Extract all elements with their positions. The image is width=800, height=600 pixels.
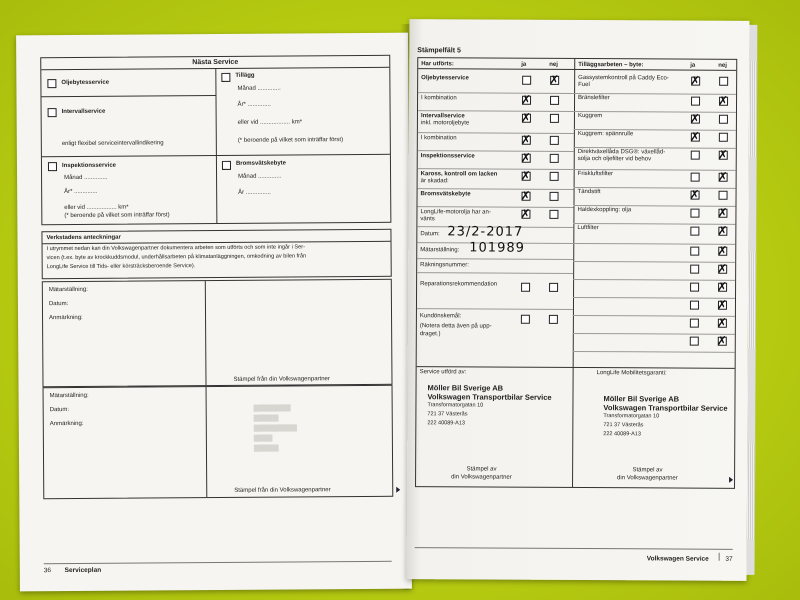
extra-row-4-mark: ✗ [717, 147, 728, 162]
date-label: Datum: [420, 231, 440, 238]
extra-row-0-sub: Fuel [578, 81, 590, 89]
interval-service-checkbox[interactable] [48, 108, 57, 117]
extra-row-7-yes-checkbox[interactable] [690, 209, 699, 218]
extra-row-6-no-checkbox[interactable] [719, 191, 728, 200]
service-row-2-no-checkbox[interactable] [550, 114, 559, 123]
service-row-1-no-checkbox[interactable] [550, 96, 559, 105]
extra-label: Tillägg [235, 72, 255, 79]
right-page-number: 37 [725, 555, 733, 563]
yes-header-right: ja [690, 62, 696, 69]
extra-row-14-yes-checkbox[interactable] [690, 337, 699, 346]
extra-row-5-mark: ✗ [717, 169, 728, 184]
complaint-note-2: draget.) [419, 331, 441, 338]
workshop-intro-3: LongLife Service till Tids- eller körsträcksberoende Service). [46, 263, 196, 271]
service-row-3-no-checkbox[interactable] [550, 136, 559, 145]
oil-service-label: Oljebytesservice [61, 79, 110, 87]
service-row-4-mark: ✗ [520, 150, 531, 165]
yes-header-left: ja [521, 61, 527, 68]
repair-no-checkbox[interactable] [549, 283, 558, 292]
service-row-7-sub: vänts [420, 216, 435, 223]
repair-label: Reparationsrekommendation [420, 281, 498, 288]
entry1-mileage: Mätarställning: [48, 286, 88, 294]
left-section-name: Serviceplan [64, 566, 102, 575]
extra-row-3-no-checkbox[interactable] [719, 133, 728, 142]
extra-year: År* .............. [237, 101, 271, 108]
interval-note: enligt flexibel serviceintervallindikering [61, 140, 164, 148]
service-row-2-sub: inkl. motoroljebyte [420, 120, 470, 127]
right-arrow-icon [729, 477, 733, 483]
brake-label: Bromsvätskebyte [235, 160, 287, 167]
brake-month: Månad .............. [238, 173, 282, 180]
extra-row-10-mark: ✗ [717, 261, 728, 276]
left-page-number: 36 [43, 567, 52, 575]
entry2-stamp: Stämpel från din Volkswagenpartner [234, 487, 331, 494]
mileage-value: 101989 [469, 240, 525, 256]
done-header: Har utförts: [421, 61, 454, 68]
service-row-3-label: I kombination [420, 135, 457, 142]
extra-row-11-yes-checkbox[interactable] [690, 283, 699, 292]
left-page [16, 33, 412, 592]
service-row-0-mark: ✗ [549, 72, 560, 87]
next-service-table [40, 55, 391, 225]
next-service-title: Nästa Service [41, 56, 389, 70]
extra-row-12-yes-checkbox[interactable] [690, 301, 699, 310]
service-row-4-no-checkbox[interactable] [550, 154, 559, 163]
extra-row-9-yes-checkbox[interactable] [690, 247, 699, 256]
service-row-6-mark: ✗ [520, 188, 531, 203]
inspection-checkbox[interactable] [48, 162, 57, 171]
entry2-remark: Anmärkning: [49, 420, 84, 428]
extra-row-13-mark: ✗ [716, 315, 727, 330]
extra-row-13-yes-checkbox[interactable] [690, 319, 699, 328]
extra-note: (* beroende på vilket som inträffar först) [237, 137, 344, 144]
extra-month: Månad .............. [237, 85, 281, 92]
complaint-no-checkbox[interactable] [549, 315, 558, 324]
extra-km: eller vid .................. km* [237, 119, 303, 126]
extra-row-2-no-checkbox[interactable] [719, 115, 728, 124]
service-row-2-label: Intervallservice [420, 113, 465, 120]
service-row-7-label: LongLife-motorolja har an- [420, 209, 491, 216]
extra-row-1-mark: ✗ [718, 93, 729, 108]
extra-row-5-label: Friskluftsfilter [577, 170, 614, 178]
extra-row-8-label: Luftfilter [577, 224, 599, 232]
service-row-5-mark: ✗ [520, 168, 531, 183]
page-edges [747, 25, 758, 575]
extras-header: Tilläggsarbeten – byte: [578, 61, 644, 69]
extra-row-14-mark: ✗ [716, 333, 727, 348]
complaint-yes-checkbox[interactable] [521, 315, 530, 324]
workshop-intro-1: I utrymmet nedan kan din Volkswagenpartner dokumentera arbeten som utförts och som inte ingår i Ser- [46, 244, 305, 253]
service-row-3-mark: ✗ [520, 132, 531, 147]
inspection-month: Månad .............. [64, 174, 108, 182]
service-row-6-label: Bromsvätskebyte [420, 191, 471, 198]
entry2-mileage: Mätarställning: [49, 392, 89, 400]
date-value: 23/2-2017 [447, 224, 524, 240]
entry1-remark: Anmärkning: [49, 314, 83, 322]
left-footer [44, 561, 392, 574]
extra-row-1-label: Bränslefilter [578, 94, 610, 102]
workshop-title: Verkstadens anteckningar [46, 234, 121, 242]
extra-row-2-label: Kuggrem [577, 112, 603, 120]
service-row-6-no-checkbox[interactable] [550, 192, 559, 201]
extra-row-3-label: Kuggrem: spännrulle [577, 130, 634, 138]
complaint-label: Kundönskemål: [419, 313, 462, 320]
extra-row-0-no-checkbox[interactable] [719, 77, 728, 86]
service-stamp-right: Möller Bil Sverige AB Volkswagen Transportbilar Service Transformatorgatan 10 721 37 Västerås 222 40089-A13 [603, 394, 728, 438]
service-by-label: Service utförd av: [419, 369, 467, 376]
stamp-field-title: Stämpelfält 5 [417, 47, 461, 55]
next-arrow-icon [396, 487, 400, 493]
extra-row-11-mark: ✗ [717, 279, 728, 294]
inspection-note: (* beroende på vilket som inträffar först) [64, 212, 170, 220]
longlife-label: LongLife Mobilitetsgaranti: [596, 370, 667, 377]
extra-row-7-label: Haldexkoppling: olja [577, 206, 632, 214]
service-row-1-label: I kombination [421, 95, 457, 102]
extra-row-0-mark: ✗ [690, 73, 701, 88]
stamp-caption-left: Stämpel av din Volkswagenpartner [451, 466, 512, 481]
inspection-year: År* .............. [64, 188, 98, 196]
no-header-right: nej [718, 62, 727, 69]
service-row-7-mark: ✗ [520, 206, 531, 221]
numbers-label: Räkningsnummer: [420, 262, 469, 269]
extra-row-10-yes-checkbox[interactable] [690, 265, 699, 274]
repair-yes-checkbox[interactable] [521, 283, 530, 292]
extra-row-5-yes-checkbox[interactable] [691, 173, 700, 182]
extra-row-4-yes-checkbox[interactable] [691, 151, 700, 160]
service-row-7-no-checkbox[interactable] [549, 210, 558, 219]
bleed-through-stamp: ▆▆▆▆▆▆ ▆▆▆▆ ▆▆▆▆▆▆▆ ▆▆▆ ▆▆▆▆ [253, 402, 297, 452]
extra-row-3-mark: ✗ [689, 129, 700, 144]
right-brand: Volkswagen Service [646, 555, 709, 563]
service-row-4-label: Inspektionsservice [420, 153, 475, 160]
service-row-5-sub: är skadad: [420, 178, 449, 185]
workshop-entry-2 [43, 385, 394, 499]
interval-service-label: Intervallservice [61, 108, 106, 116]
service-row-0-yes-checkbox[interactable] [522, 76, 531, 85]
service-row-5-label: Kaross, kontroll om lacken [420, 171, 498, 178]
extra-checkbox[interactable] [221, 73, 230, 82]
workshop-intro-2: vicen (t.ex. byte av krockkuddsmodul, underhållsarbeten på klimatanläggningen, omkodning av bilen från [46, 253, 307, 262]
inspection-label: Inspektionsservice [61, 162, 117, 170]
service-stamp-left: Möller Bil Sverige AB Volkswagen Transportbilar Service Transformatorgatan 10 721 37 Västerås 222 40089-A13 [427, 383, 552, 427]
service-row-0-label: Oljebytesservice [421, 75, 469, 82]
complaint-note-1: (Notera detta även på upp- [419, 323, 492, 330]
entry1-date: Datum: [48, 301, 69, 308]
service-row-1-mark: ✗ [521, 92, 532, 107]
service-row-2-mark: ✗ [520, 110, 532, 125]
extra-row-8-mark: ✗ [717, 223, 728, 238]
right-footer [415, 547, 733, 563]
extra-row-6-mark: ✗ [689, 187, 700, 202]
extra-row-8-yes-checkbox[interactable] [690, 227, 699, 236]
entry1-stamp: Stämpel från din Volkswagenpartner [233, 376, 330, 383]
mileage-label: Mätarställning: [420, 247, 460, 254]
extra-row-4-sub: solja och oljefilter vid behov [577, 155, 652, 163]
extra-row-9-mark: ✗ [717, 243, 728, 258]
extra-row-2-mark: ✗ [689, 111, 701, 126]
service-row-5-no-checkbox[interactable] [550, 172, 559, 181]
brake-year: År ............... [238, 189, 271, 196]
extra-row-0-label: Gassystemkontroll på Caddy Eco- [578, 74, 669, 82]
extra-row-12-mark: ✗ [716, 297, 728, 312]
workshop-notes-table [41, 229, 391, 279]
extra-row-6-label: Tändstift [577, 188, 601, 196]
right-page [407, 19, 750, 581]
extra-row-4-label: Direktväxellåda DSG®: växellåd- [577, 148, 666, 156]
inspection-km: eller vid .................. km* [64, 204, 129, 212]
extra-row-1-yes-checkbox[interactable] [691, 97, 700, 106]
stamp-caption-right: Stämpel av din Volkswagenpartner [617, 467, 678, 482]
brake-checkbox[interactable] [222, 161, 231, 170]
extra-row-7-mark: ✗ [717, 205, 728, 220]
oil-service-checkbox[interactable] [47, 79, 56, 88]
workshop-entry-1 [42, 279, 393, 387]
entry2-date: Datum: [49, 407, 70, 414]
no-header-left: nej [549, 61, 558, 68]
